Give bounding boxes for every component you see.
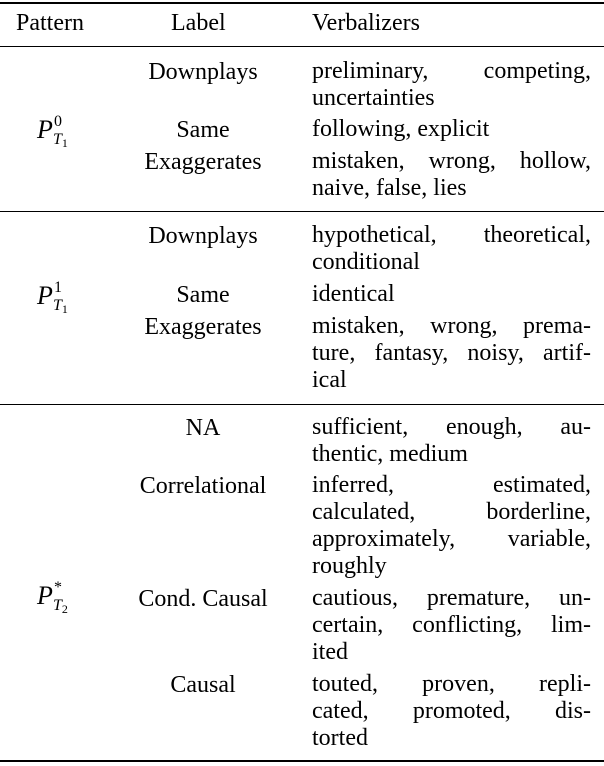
label-na: NA bbox=[185, 415, 221, 441]
verbalizers-same bbox=[312, 281, 591, 308]
label-cond-causal: Cond. Causal bbox=[138, 586, 268, 612]
label-exaggerates: Exaggerates bbox=[144, 149, 262, 175]
verbalizer-line: identical bbox=[312, 281, 395, 307]
verbalizer-line: uncertainties bbox=[312, 85, 435, 111]
verbalizer-line: calculated, borderline, bbox=[312, 499, 591, 525]
verbalizer-line: ical bbox=[312, 367, 347, 393]
verbalizer-line: certain, conflicting, lim- bbox=[312, 612, 591, 638]
label-downplays: Downplays bbox=[148, 59, 258, 85]
verbalizers-exaggerates bbox=[312, 313, 591, 394]
verbalizers-cond-causal bbox=[312, 585, 591, 666]
header-pattern: Pattern bbox=[16, 10, 84, 36]
verbalizer-line: roughly bbox=[312, 553, 387, 579]
pattern-p1-t1: P 1 T1 bbox=[37, 279, 68, 316]
pattern-p0-t1: P 0 T1 bbox=[37, 113, 68, 150]
verbalizers-correlational bbox=[312, 472, 591, 580]
verbalizer-line: ited bbox=[312, 639, 348, 665]
verbalizer-line: cated, promoted, dis- bbox=[312, 698, 591, 724]
label-downplays: Downplays bbox=[148, 223, 258, 249]
label-same: Same bbox=[176, 117, 230, 143]
verbalizer-line: cautious, premature, un- bbox=[312, 585, 591, 611]
verbalizer-line: sufficient, enough, au- bbox=[312, 414, 591, 440]
header-label: Label bbox=[171, 10, 226, 36]
verbalizer-line: preliminary, competing, bbox=[312, 58, 591, 84]
verbalizer-line: approximately, variable, bbox=[312, 526, 591, 552]
label-causal: Causal bbox=[170, 672, 236, 698]
label-exaggerates: Exaggerates bbox=[144, 314, 262, 340]
header-rule bbox=[0, 46, 604, 47]
verbalizer-line: hypothetical, theoretical, bbox=[312, 222, 591, 248]
verbalizers-exaggerates bbox=[312, 148, 591, 202]
verbalizer-line: ture, fantasy, noisy, artif- bbox=[312, 340, 591, 366]
label-correlational: Correlational bbox=[139, 473, 267, 499]
bottom-rule bbox=[0, 760, 604, 762]
verbalizer-line: mistaken, wrong, hollow, bbox=[312, 148, 591, 174]
verbalizer-line: following, explicit bbox=[312, 116, 490, 142]
verbalizers-same bbox=[312, 116, 591, 143]
verbalizer-line: inferred, estimated, bbox=[312, 472, 591, 498]
verbalizer-line: torted bbox=[312, 725, 368, 751]
verbalizer-line: conditional bbox=[312, 249, 420, 275]
header-verbalizers: Verbalizers bbox=[312, 10, 420, 36]
verbalizer-line: touted, proven, repli- bbox=[312, 671, 591, 697]
verbalizers-downplays bbox=[312, 58, 591, 112]
verbalizer-line: thentic, medium bbox=[312, 441, 468, 467]
top-rule bbox=[0, 2, 604, 4]
verbalizer-line: mistaken, wrong, prema- bbox=[312, 313, 591, 339]
verbalizer-line: naive, false, lies bbox=[312, 175, 467, 201]
group-rule bbox=[0, 404, 604, 405]
verbalizers-downplays bbox=[312, 222, 591, 276]
pattern-pstar-t2: P * T2 bbox=[37, 579, 68, 616]
label-same: Same bbox=[176, 282, 230, 308]
group-rule bbox=[0, 211, 604, 212]
verbalizers-na bbox=[312, 414, 591, 468]
verbalizers-causal bbox=[312, 671, 591, 752]
